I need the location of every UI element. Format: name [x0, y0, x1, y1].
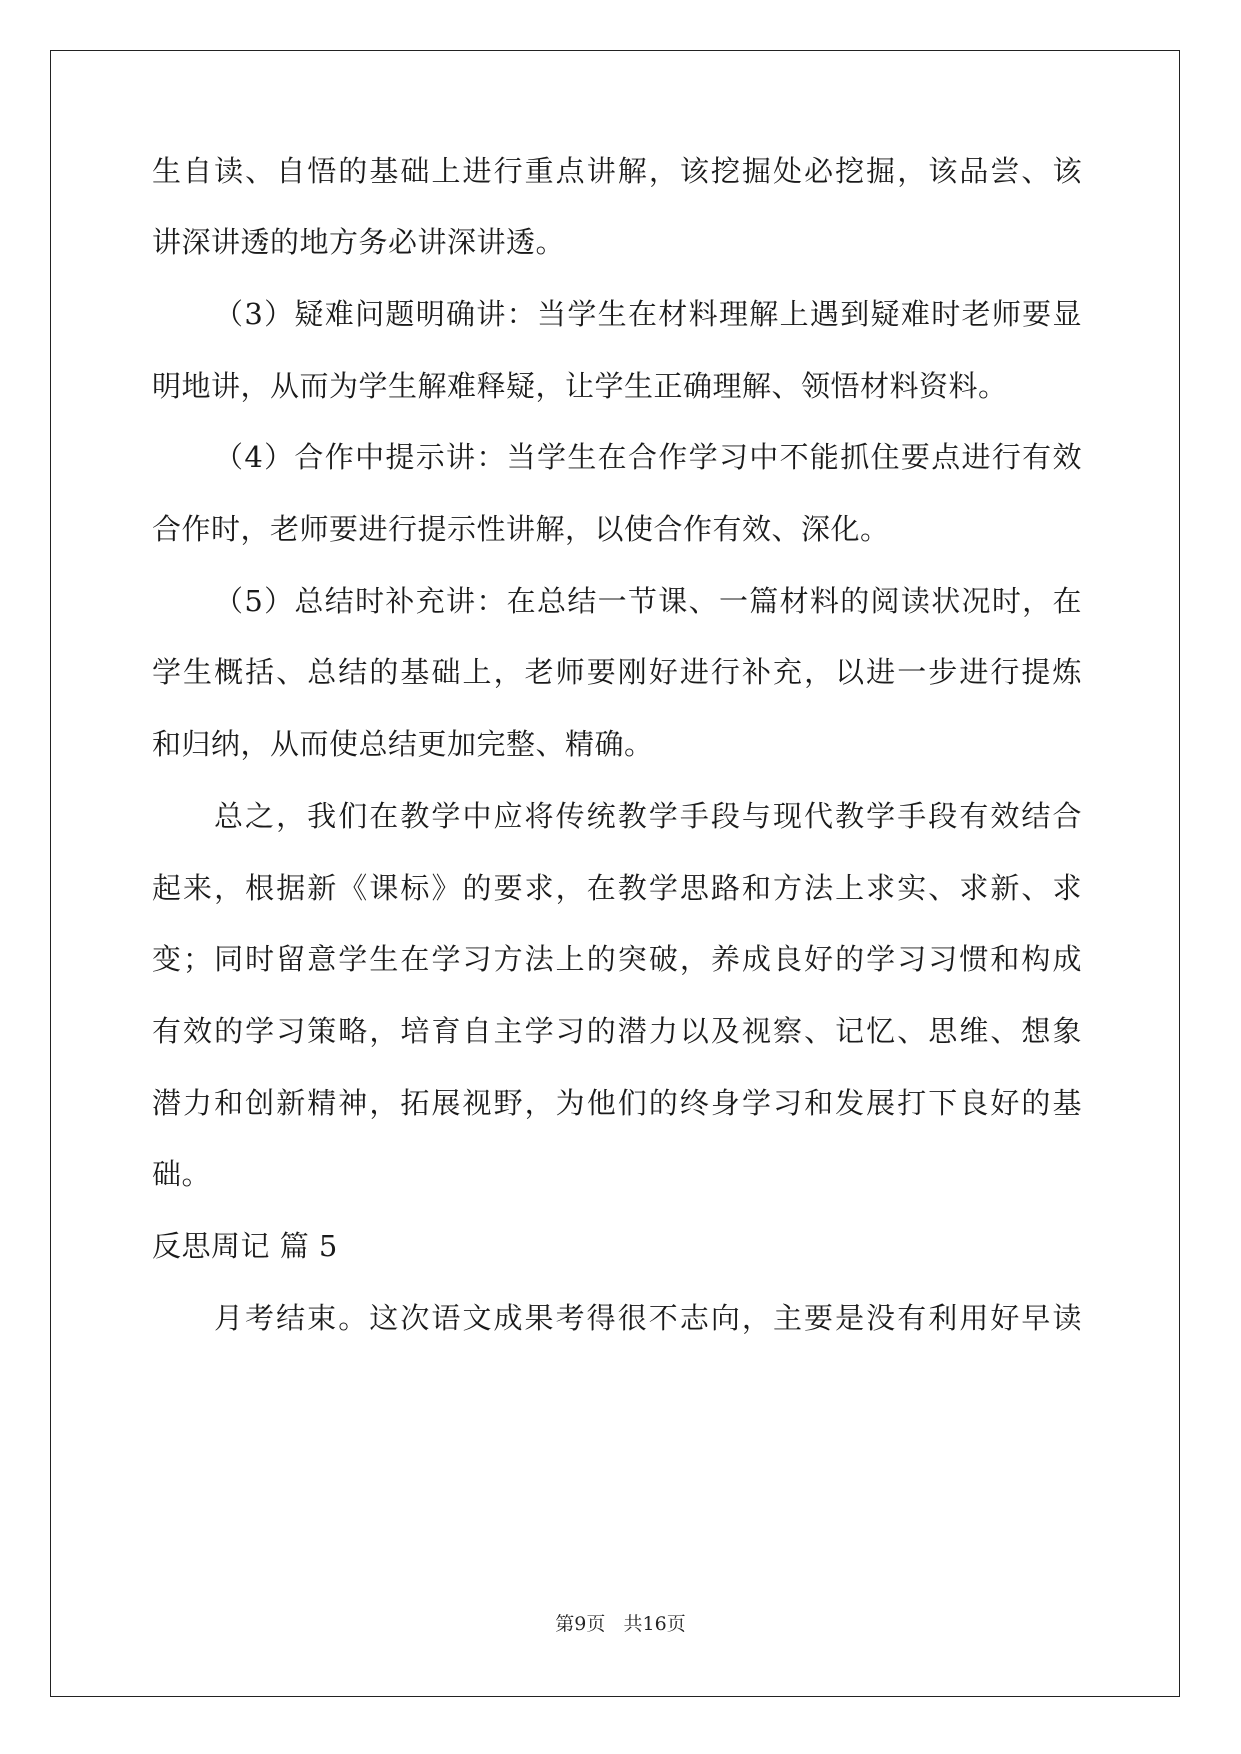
footer-total-pages: 16: [642, 1613, 667, 1635]
page-footer: [0, 1612, 1241, 1636]
text-line: 月考结束。这次语文成果考得很不志向，主要是没有利用好早读: [214, 1301, 1082, 1335]
text-line: （4）合作中提示讲：当学生在合作学习中不能抓住要点进行有效: [214, 440, 1082, 474]
text-line: 明地讲，从而为学生解难释疑，让学生正确理解、领悟材料资料。: [152, 369, 1008, 403]
text-line: 讲深讲透的地方务必讲深讲透。: [152, 225, 566, 259]
section-heading: 反思周记 篇 5: [152, 1229, 338, 1263]
text-line: 和归纳，从而使总结更加完整、精确。: [152, 727, 654, 761]
footer-prefix: 第: [555, 1613, 575, 1635]
text-line: 潜力和创新精神，拓展视野，为他们的终身学习和发展打下良好的基: [152, 1086, 1082, 1120]
text-line: 合作时，老师要进行提示性讲解，以使合作有效、深化。: [152, 512, 890, 546]
footer-page-number: 9: [574, 1613, 587, 1635]
text-line: 生自读、自悟的基础上进行重点讲解，该挖掘处必挖掘，该品尝、该: [152, 154, 1082, 188]
text-line: 总之，我们在教学中应将传统教学手段与现代教学手段有效结合: [214, 799, 1082, 833]
footer-suffix: 页: [666, 1613, 686, 1635]
text-line: 变；同时留意学生在学习方法上的突破，养成良好的学习习惯和构成: [152, 942, 1082, 976]
text-line: （3）疑难问题明确讲：当学生在材料理解上遇到疑难时老师要显: [214, 297, 1082, 331]
text-line: 起来，根据新《课标》的要求，在教学思路和方法上求实、求新、求: [152, 871, 1082, 905]
text-line: 学生概括、总结的基础上，老师要刚好进行补充，以进一步进行提炼: [152, 655, 1082, 689]
footer-middle: 页 共: [586, 1613, 643, 1635]
text-line: 础。: [152, 1157, 212, 1191]
text-line: （5）总结时补充讲：在总结一节课、一篇材料的阅读状况时，在: [214, 584, 1082, 618]
text-line: 有效的学习策略，培育自主学习的潜力以及视察、记忆、思维、想象: [152, 1014, 1082, 1048]
